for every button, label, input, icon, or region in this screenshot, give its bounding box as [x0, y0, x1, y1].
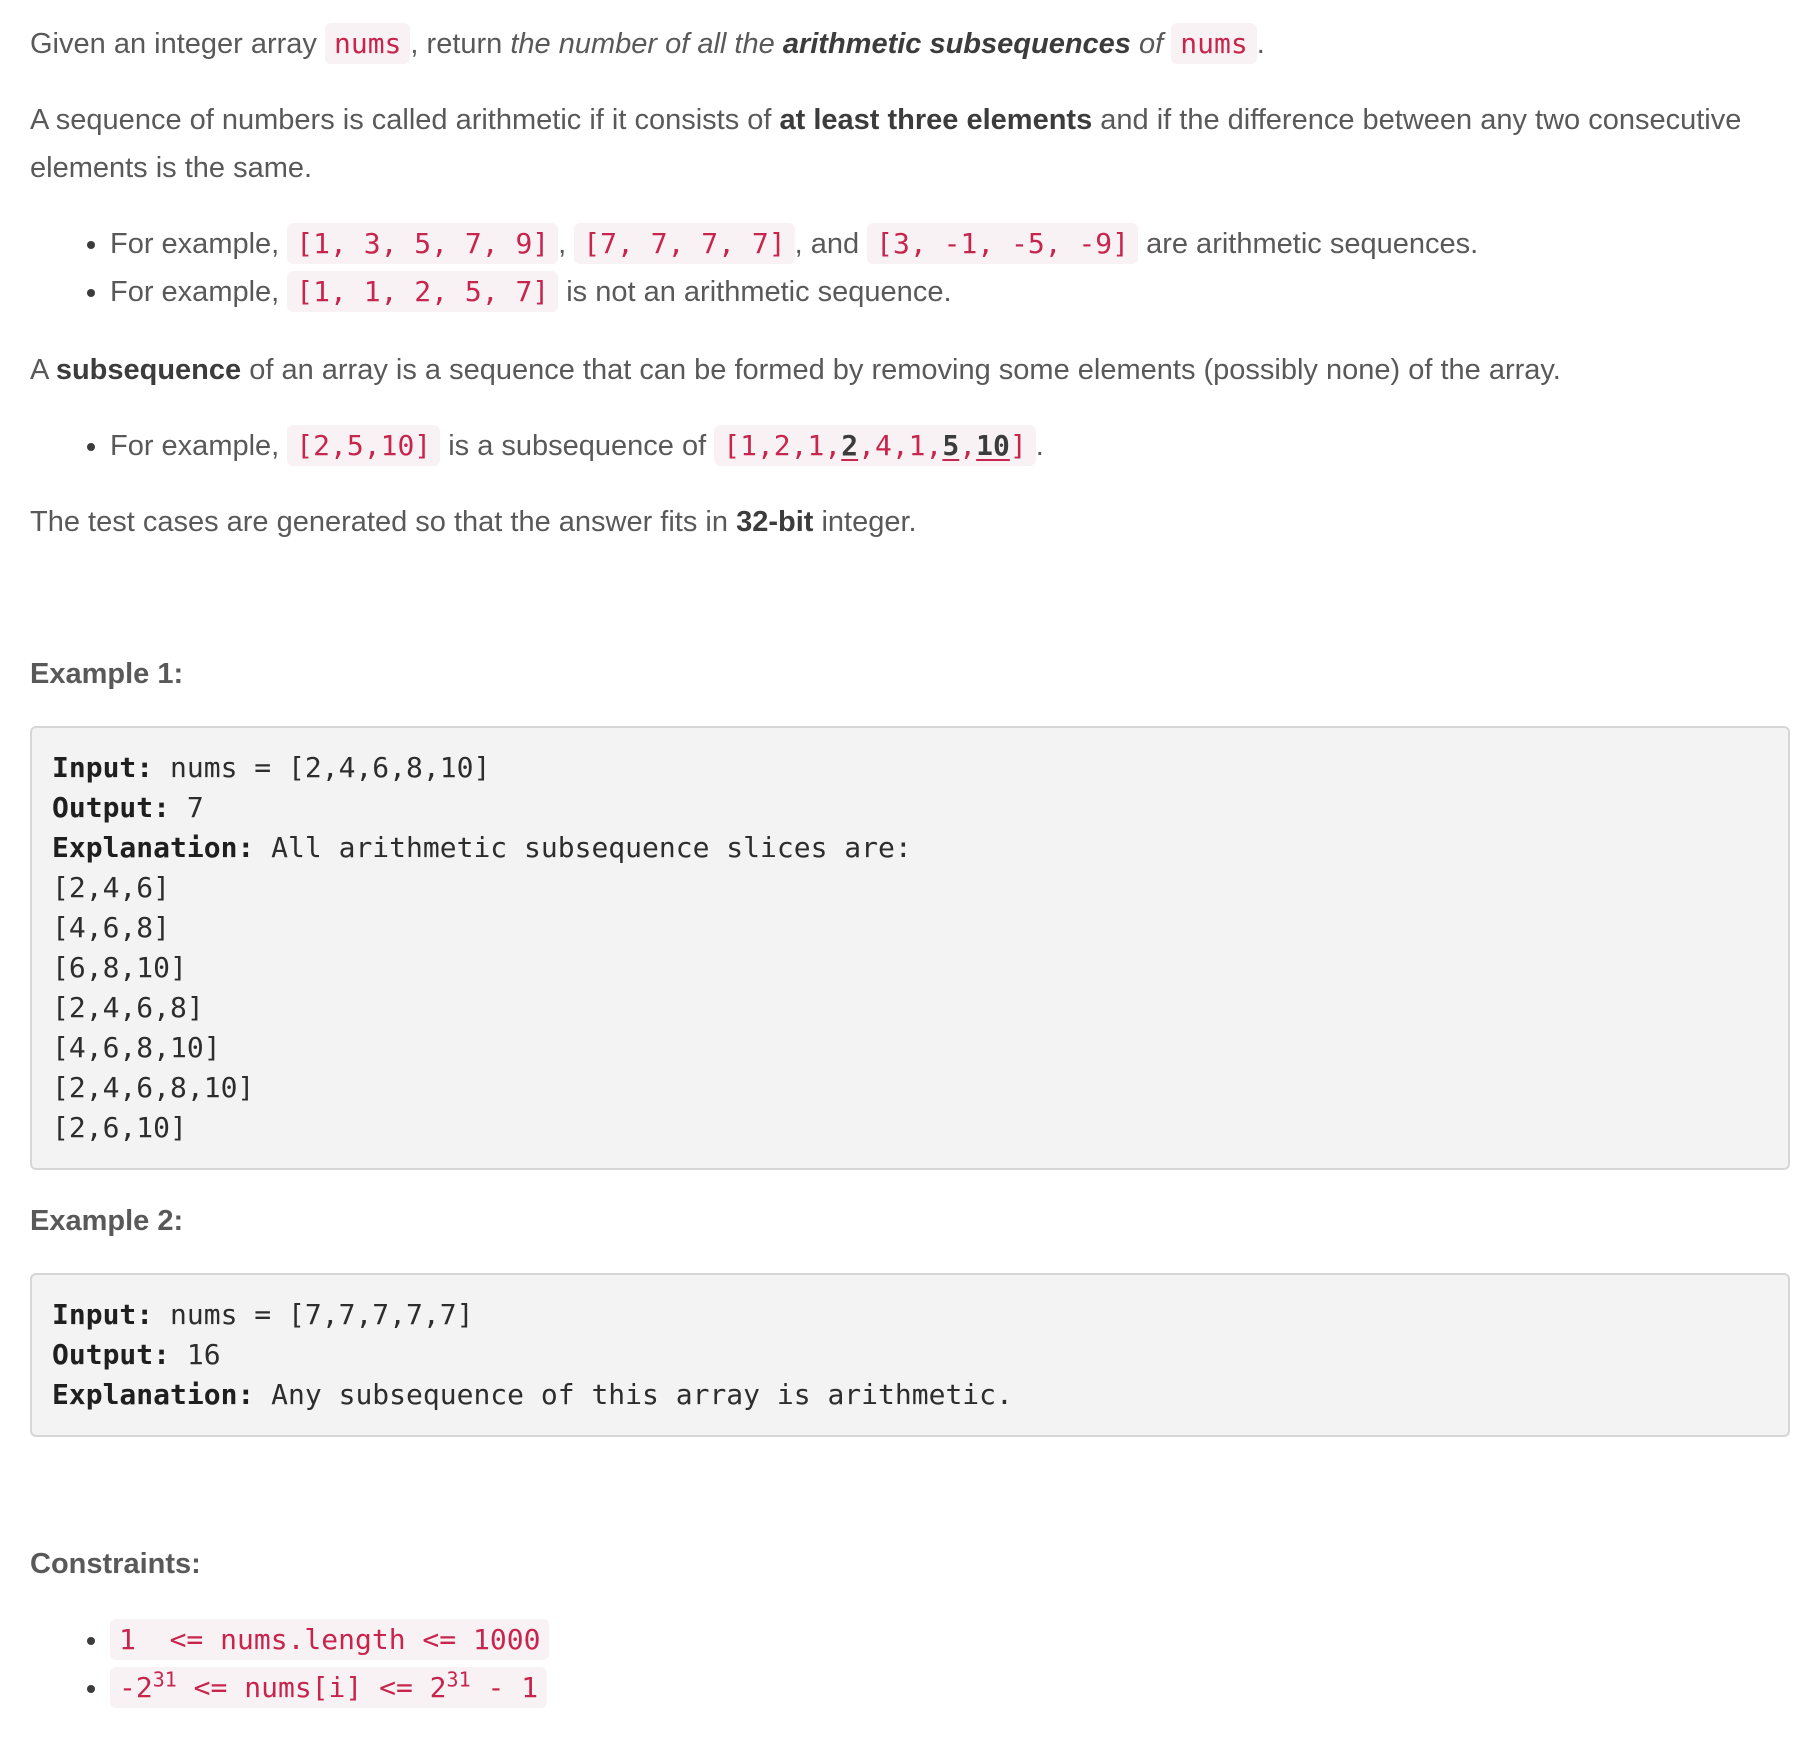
example-1-explanation — [52, 828, 1768, 868]
intro-strong: arithmetic subsequences — [782, 28, 1131, 60]
inline-code: [3, -1, -5, -9] — [867, 223, 1138, 264]
input-label: Input: — [52, 1298, 154, 1331]
inline-code: [2,5,10] — [287, 425, 440, 466]
subsequence-text: of an array is a sequence that can be formed by removing some elements (possibly none) of the array. — [241, 354, 1561, 386]
code-segment: ] — [1009, 429, 1027, 462]
definition-text: A sequence of numbers is called arithmetic if it consists of — [30, 104, 780, 136]
subsequence-paragraph — [30, 346, 1790, 394]
list-item — [110, 422, 1790, 470]
output-value: 16 — [170, 1338, 221, 1371]
list-item-text: For example, — [110, 228, 288, 260]
list-item-text: is a subsequence of — [440, 430, 715, 462]
exponent: 31 — [152, 1667, 177, 1692]
input-value: nums = [2,4,6,8,10] — [153, 751, 491, 784]
example-1-heading: Example 1: — [30, 658, 184, 690]
constraint-code: 1 <= nums.length <= 1000 — [110, 1619, 549, 1660]
inline-code: [7, 7, 7, 7] — [574, 223, 794, 264]
intro-text: , return — [410, 28, 511, 60]
intro-paragraph — [30, 20, 1790, 68]
example-2-heading: Example 2: — [30, 1205, 184, 1237]
example-2-output — [52, 1335, 1768, 1375]
constraints-list — [30, 1616, 1790, 1712]
code-segment-underlined: 2 — [841, 429, 859, 462]
code-segment: ,4,1, — [858, 429, 943, 462]
example-1-box — [30, 726, 1790, 1170]
inline-code-nums: nums — [325, 23, 410, 64]
note-text: integer. — [813, 506, 917, 538]
inline-code: [1, 3, 5, 7, 9] — [287, 223, 558, 264]
intro-emphasis: of — [1130, 28, 1164, 60]
code-segment: <= nums[i] <= 2 — [176, 1671, 447, 1704]
note-text: The test cases are generated so that the answer fits in — [30, 506, 737, 538]
intro-emphasis: the number of all the — [510, 28, 783, 60]
example-2-box — [30, 1273, 1790, 1437]
subsequence-example-list — [30, 422, 1790, 470]
explanation-line: [4,6,8] — [52, 911, 171, 944]
note-paragraph — [30, 498, 1790, 546]
input-value: nums = [7,7,7,7,7] — [153, 1298, 474, 1331]
definition-text: and if the difference between any two consecutive elements is the same. — [30, 104, 1742, 184]
explanation-line: [2,4,6] — [52, 871, 171, 904]
explanation-line: [2,4,6,8] — [52, 991, 204, 1024]
definition-paragraph — [30, 96, 1790, 192]
exponent: 31 — [446, 1667, 471, 1692]
code-segment-underlined: 10 — [976, 429, 1010, 462]
output-label: Output: — [52, 1338, 171, 1371]
subsequence-strong: subsequence — [55, 354, 242, 386]
explanation-line: [4,6,8,10] — [52, 1031, 221, 1064]
example-1-output — [52, 788, 1768, 828]
code-segment-underlined: 5 — [942, 429, 960, 462]
explanation-line: [6,8,10] — [52, 951, 187, 984]
explanation-line: [2,6,10] — [52, 1111, 187, 1144]
code-segment: - 1 — [470, 1671, 539, 1704]
code-segment: [1,2,1, — [723, 429, 842, 462]
code-segment: , — [959, 429, 977, 462]
constraints-heading: Constraints: — [30, 1548, 201, 1580]
explanation-label: Explanation: — [52, 831, 255, 864]
inline-code: [1, 1, 2, 5, 7] — [287, 271, 558, 312]
list-item-text: , — [558, 228, 575, 260]
note-strong: 32-bit — [736, 506, 814, 538]
list-item — [110, 220, 1790, 268]
constraint-code — [110, 1667, 547, 1708]
intro-text: . — [1256, 28, 1265, 60]
definition-strong: at least three elements — [779, 104, 1093, 136]
list-item-text: is not an arithmetic sequence. — [558, 276, 952, 308]
explanation-value: All arithmetic subsequence slices are: — [254, 831, 912, 864]
list-item-text: For example, — [110, 276, 288, 308]
explanation-line: [2,4,6,8,10] — [52, 1071, 255, 1104]
constraint-item — [110, 1616, 1790, 1664]
subsequence-text: A — [30, 354, 56, 386]
explanation-label: Explanation: — [52, 1378, 255, 1411]
list-item — [110, 268, 1790, 316]
intro-text: Given an integer array — [30, 28, 325, 60]
list-item-text: , and — [794, 228, 868, 260]
inline-code-nums: nums — [1171, 23, 1256, 64]
example-2-input — [52, 1295, 1768, 1335]
list-item-text: For example, — [110, 430, 288, 462]
list-item-text: . — [1035, 430, 1044, 462]
constraint-item — [110, 1664, 1790, 1712]
output-value: 7 — [170, 791, 204, 824]
output-label: Output: — [52, 791, 171, 824]
explanation-value: Any subsequence of this array is arithmetic. — [254, 1378, 1013, 1411]
code-segment: -2 — [119, 1671, 153, 1704]
arith-example-list — [30, 220, 1790, 316]
list-item-text: are arithmetic sequences. — [1138, 228, 1479, 260]
example-2-explanation — [52, 1375, 1768, 1415]
example-1-input — [52, 748, 1768, 788]
input-label: Input: — [52, 751, 154, 784]
inline-code-underlined — [714, 425, 1035, 466]
